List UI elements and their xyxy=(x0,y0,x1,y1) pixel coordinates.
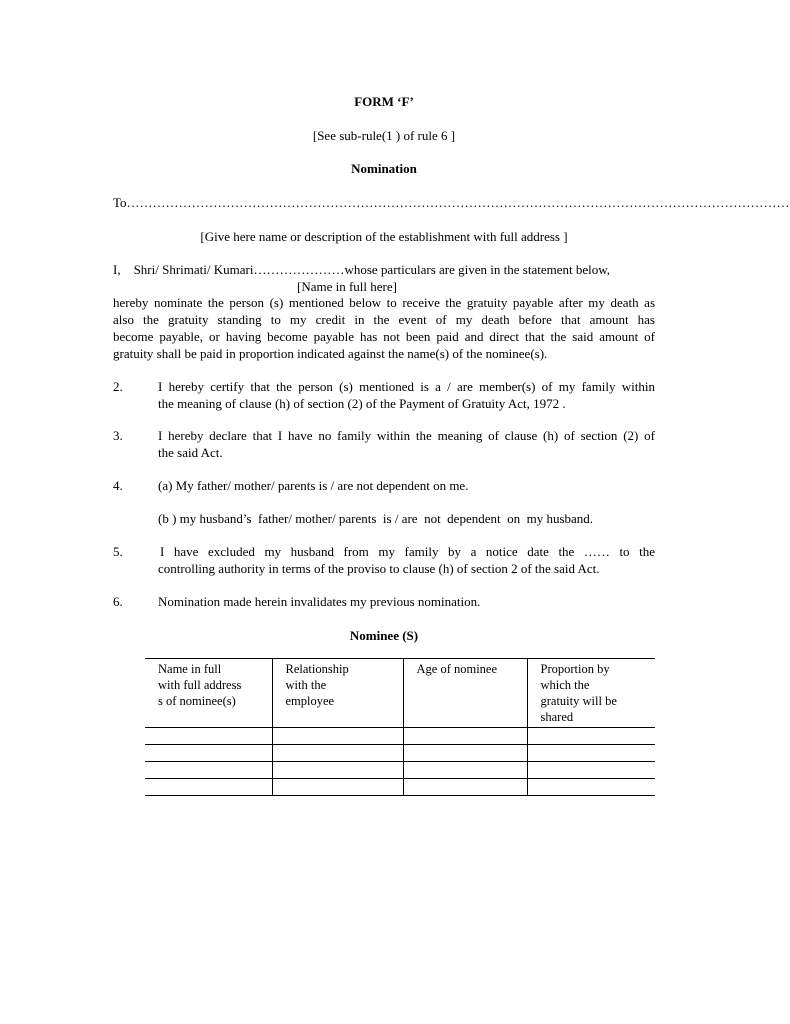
name-hint: [Name in full here] xyxy=(297,279,397,294)
item-number: 5. xyxy=(113,544,123,559)
subrule-reference: [See sub-rule(1 ) of rule 6 ] xyxy=(312,128,456,143)
paragraph-line: hereby nominate the person (s) mentioned below to receive the gratuity payable after my death as xyxy=(113,295,655,310)
table-row xyxy=(145,779,655,796)
table-cell xyxy=(145,728,272,745)
paragraph-line: gratuity shall be paid in proportion indicated against the name(s) of the nominee(s). xyxy=(113,346,548,361)
declare-line: the said Act. xyxy=(158,445,223,460)
to-line: To……………………………………………………………………………………………………………………………………… xyxy=(113,195,790,210)
item-number: 4. xyxy=(113,478,123,493)
table-cell xyxy=(145,779,272,796)
table-row xyxy=(145,745,655,762)
table-cell xyxy=(272,762,403,779)
table-cell xyxy=(403,728,527,745)
item-number: 3. xyxy=(113,428,123,443)
nominee-heading: Nominee (S) xyxy=(349,628,419,643)
certify-line: I hereby certify that the person (s) mentioned is a / are member(s) of my family within xyxy=(158,379,655,394)
table-cell xyxy=(527,728,655,745)
column-header-name: Name in full with full address s of nominee(s) xyxy=(145,659,272,728)
table-cell xyxy=(403,762,527,779)
nomination-heading: Nomination xyxy=(351,161,417,176)
table-header-row xyxy=(145,659,655,728)
table-row xyxy=(145,762,655,779)
form-title: FORM ‘F’ xyxy=(354,94,414,109)
establishment-hint: [Give here name or description of the establishment with full address ] xyxy=(200,229,568,244)
invalidation-line: Nomination made herein invalidates my previous nomination. xyxy=(158,594,481,609)
table-cell xyxy=(527,762,655,779)
item-number: 2. xyxy=(113,379,123,394)
table-cell xyxy=(527,745,655,762)
paragraph-line: also the gratuity standing to my credit in the event of my death before that amount has xyxy=(113,312,655,327)
table-cell xyxy=(403,745,527,762)
column-header-proportion: Proportion by which the gratuity will be shared xyxy=(527,659,655,728)
nominator-line: I, Shri/ Shrimati/ Kumari…………………whose particulars are given in the statement below, xyxy=(113,262,611,277)
paragraph-line: become payable, or having become payable has not been paid and direct that the said amount of xyxy=(113,329,655,344)
table-cell xyxy=(272,728,403,745)
table-cell xyxy=(272,779,403,796)
item-number: 6. xyxy=(113,594,123,609)
dependency-line-b: (b ) my husband’s father/ mother/ parents is / are not dependent on my husband. xyxy=(158,511,594,526)
table-cell xyxy=(403,779,527,796)
exclusion-line: I have excluded my husband from my family by a notice date the …… to the xyxy=(160,544,655,559)
certify-line: the meaning of clause (h) of section (2) of the Payment of Gratuity Act, 1972 . xyxy=(158,396,566,411)
table-cell xyxy=(145,745,272,762)
column-header-age: Age of nominee xyxy=(403,659,527,728)
column-header-relationship: Relationship with the employee xyxy=(272,659,403,728)
nominee-table xyxy=(145,658,655,796)
table-cell xyxy=(272,745,403,762)
table-cell xyxy=(527,779,655,796)
exclusion-line: controlling authority in terms of the proviso to clause (h) of section 2 of the said Act. xyxy=(158,561,600,576)
table-cell xyxy=(145,762,272,779)
table-row xyxy=(145,728,655,745)
dependency-line-a: (a) My father/ mother/ parents is / are not dependent on me. xyxy=(158,478,469,493)
declare-line: I hereby declare that I have no family within the meaning of clause (h) of section (2) of xyxy=(158,428,655,443)
